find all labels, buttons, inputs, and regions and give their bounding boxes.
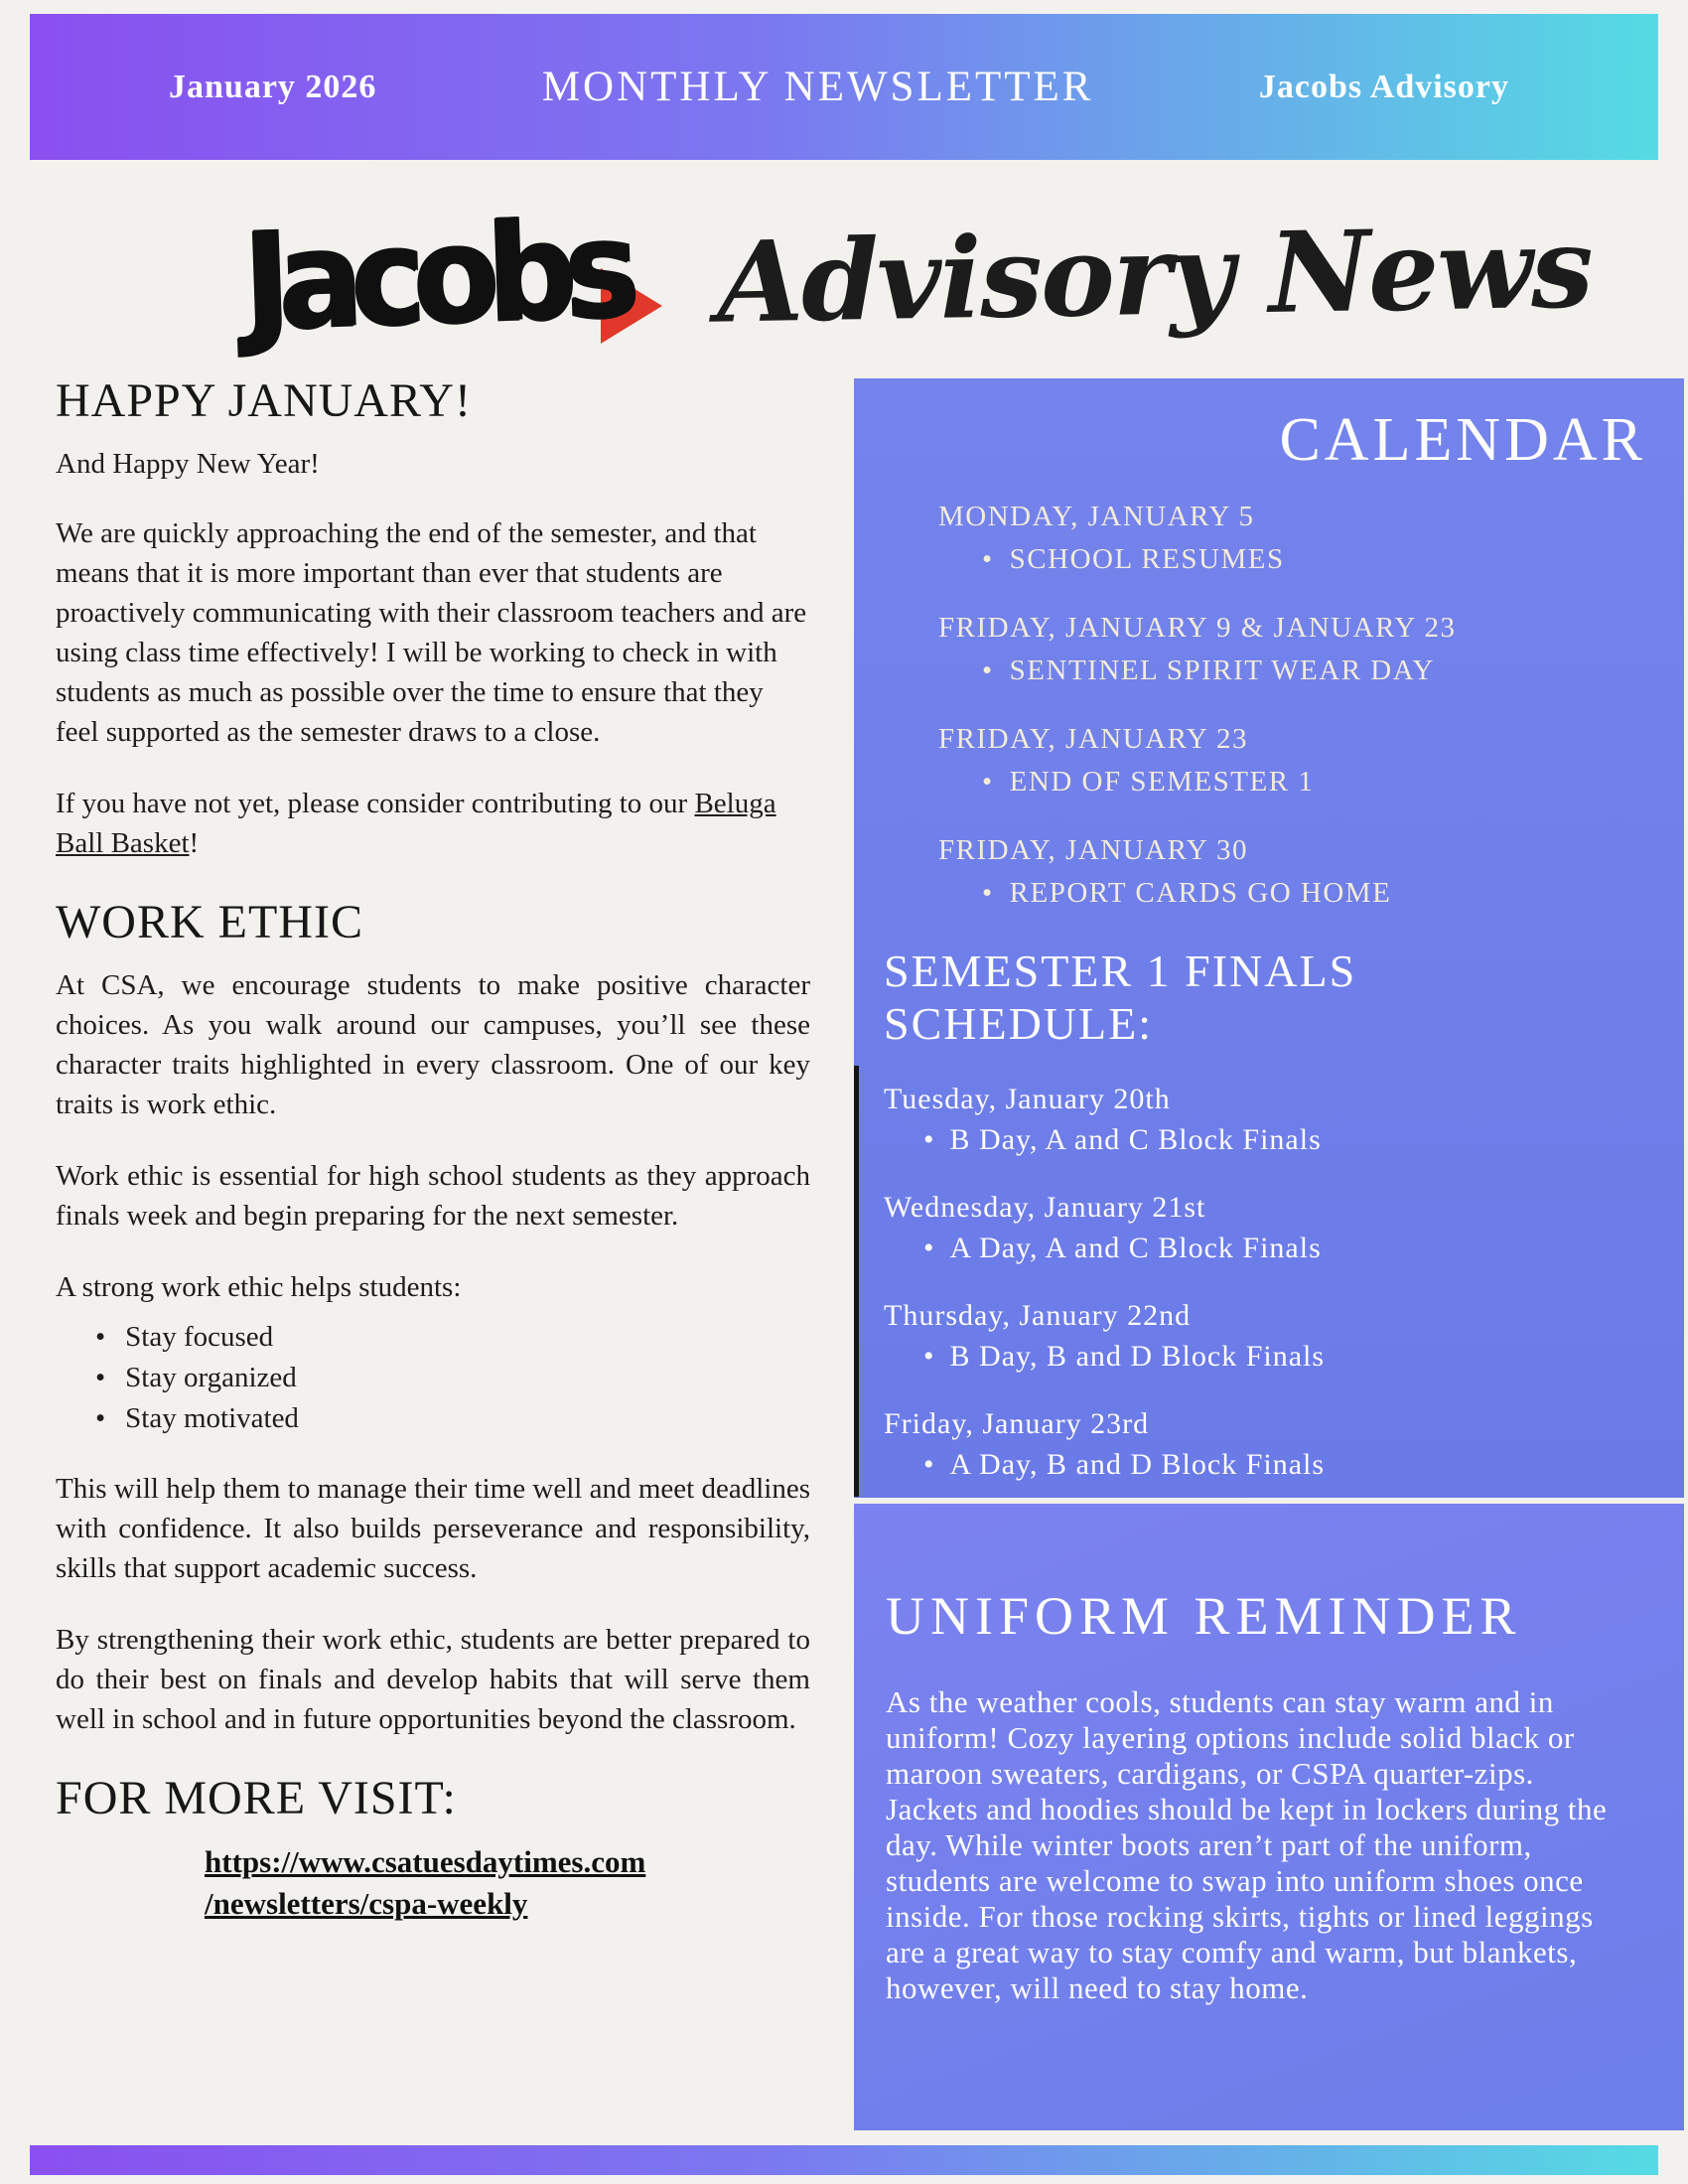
finals-schedule-heading: SEMESTER 1 FINALS SCHEDULE: [884,946,1357,1050]
list-item [95,1317,810,1358]
for-more-visit-heading: FOR MORE VISIT: [56,1772,457,1824]
work-ethic-paragraph-3: This will help them to manage their time well and meet deadlines with confidence. It also builds perseverance and responsibility, skills that support academic success. [56,1473,810,1584]
finals-entry [884,1082,1654,1158]
calendar-event [938,833,1654,911]
beluga-paragraph [56,784,810,863]
event-item-text: • SENTINEL SPIRIT WEAR DAY [1009,655,1435,687]
finals-entry [884,1298,1654,1375]
calendar-events [938,500,1654,911]
bullet-text: • Stay focused [125,1321,274,1353]
work-ethic-list-intro: A strong work ethic helps students: [56,1271,462,1303]
work-ethic-bullet-list [95,1317,810,1439]
uniform-reminder-panel [854,1504,1684,2130]
calendar-panel [854,378,1684,1498]
event-item [982,876,1654,911]
finals-date: Tuesday, January 20th [884,1083,1171,1116]
event-item [982,542,1654,577]
event-date: FRIDAY, JANUARY 9 & JANUARY 23 [938,612,1457,645]
finals-item-text: • B Day, A and C Block Finals [949,1123,1322,1157]
finals-item [923,1447,1654,1483]
calendar-event [938,611,1654,688]
beluga-text-pre: If you have not yet, please consider contributing to our [56,788,695,819]
banner-org: Jacobs Advisory [1258,68,1509,105]
finals-date: Thursday, January 22nd [884,1299,1192,1333]
accent-line [854,1066,859,1497]
masthead [240,184,1594,367]
newsletter-url-link[interactable] [205,1841,810,1925]
event-item [982,765,1654,800]
finals-item [923,1122,1654,1158]
list-item [95,1398,810,1439]
work-ethic-paragraph-4: By strengthening their work ethic, students are better prepared to do their best on finals and develop habits that will serve them well in school and in future opportunities beyond the classroom. [56,1624,810,1735]
finals-schedule [884,945,1654,1483]
bottom-bar [30,2145,1658,2175]
top-banner [30,14,1658,160]
masthead-title: Advisory News [716,203,1594,349]
event-date: FRIDAY, JANUARY 30 [938,834,1248,867]
calendar-heading: CALENDAR [1279,406,1646,474]
bullet-text: • Stay motivated [125,1402,299,1434]
finals-date: Wednesday, January 21st [884,1191,1206,1225]
finals-item [923,1339,1654,1375]
beluga-text-post: ! [189,827,200,859]
work-ethic-heading: WORK ETHIC [56,896,363,948]
finals-item-text: • B Day, B and D Block Finals [949,1340,1326,1374]
finals-item-text: • A Day, B and D Block Finals [949,1448,1326,1482]
list-item [95,1358,810,1398]
finals-entry [884,1406,1654,1483]
event-item-text: • REPORT CARDS GO HOME [1009,877,1392,910]
event-item [982,654,1654,688]
semester-paragraph: We are quickly approaching the end of the semester, and that means that it is more important than ever that students are proactively communicating with their classroom teachers and are using class time effectively! I will be working to check in with students as much as possible over the time to ensure that they feel supported as the semester draws to a close. [56,517,807,748]
event-item-text: • SCHOOL RESUMES [1009,543,1285,576]
finals-item [923,1231,1654,1266]
finals-entry [884,1190,1654,1266]
event-date: FRIDAY, JANUARY 23 [938,723,1248,756]
calendar-event [938,500,1654,577]
work-ethic-paragraph-2: Work ethic is essential for high school students as they approach finals week and begin preparing for the next semester. [56,1160,810,1232]
jacobs-logo-wordmark: Jacobs [240,190,631,362]
happy-january-heading: HAPPY JANUARY! [56,374,472,427]
finals-item-text: • A Day, A and C Block Finals [949,1232,1322,1265]
banner-title: MONTHLY NEWSLETTER [541,64,1094,110]
uniform-reminder-body: As the weather cools, students can stay warm and in uniform! Cozy layering options include solid black or maroon sweaters, cardigans, or CSPA quarter-zips. Jackets and hoodies should be kept in lockers during the day. While winter boots aren’t part of the uniform, students are welcome to swap into uniform shoes once inside. For those rocking skirts, tights or lined leggings are a great way to stay comfy and warm, but blankets, however, will need to stay home. [886,1684,1608,2005]
main-column [56,367,810,1925]
work-ethic-paragraph-1: At CSA, we encourage students to make positive character choices. As you walk around our campuses, you’ll see these character traits highlighted in every classroom. One of our key traits is work ethic. [56,969,810,1120]
finals-date: Friday, January 23rd [884,1407,1150,1441]
beluga-ball-basket-link[interactable]: Beluga Ball Basket [56,788,776,859]
banner-date: January 2026 [169,68,377,105]
bullet-text: • Stay organized [125,1362,297,1393]
event-item-text: • END OF SEMESTER 1 [1009,766,1315,799]
newsletter-url-line2: /newsletters/cspa-weekly [205,1886,528,1921]
uniform-reminder-heading: UNIFORM REMINDER [886,1586,1522,1646]
greeting-text: And Happy New Year! [56,448,320,480]
newsletter-url-line1: https://www.csatuesdaytimes.com [205,1844,646,1879]
calendar-event [938,722,1654,800]
event-date: MONDAY, JANUARY 5 [938,501,1255,533]
